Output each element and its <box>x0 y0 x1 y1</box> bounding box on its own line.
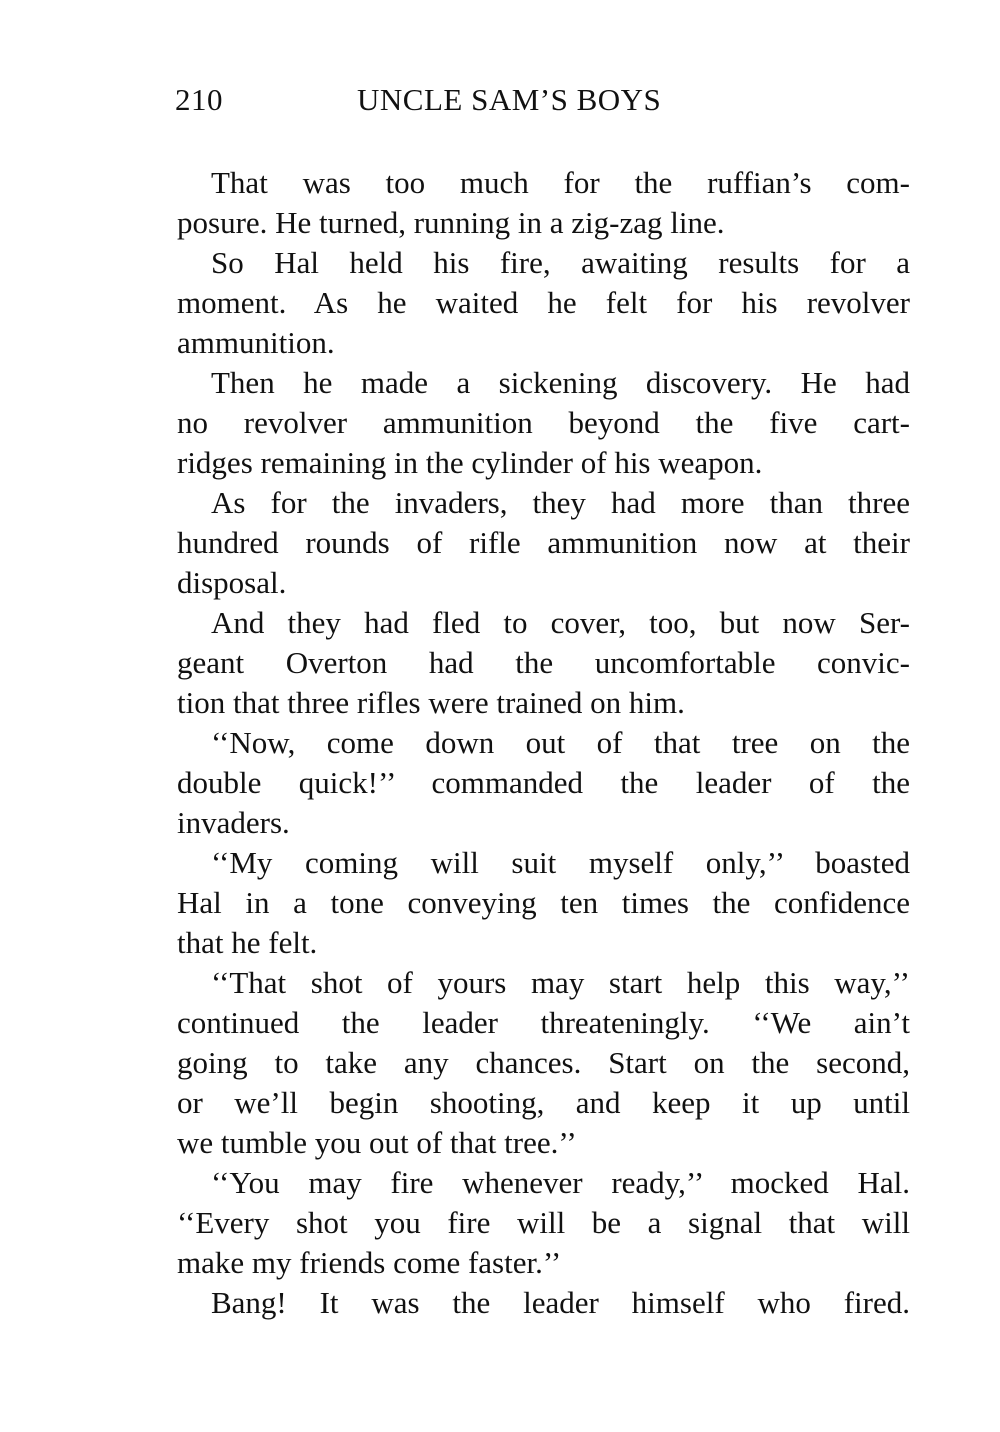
text-line: hundred rounds of rifle ammunition now at their <box>177 525 910 560</box>
text-line: invaders. <box>177 805 290 840</box>
text-line: Bang! It was the leader himself who fired. <box>211 1285 910 1320</box>
text-line: ‘‘You may fire whenever ready,’’ mocked Hal. <box>211 1165 910 1200</box>
text-line: Hal in a tone conveying ten times the confidence <box>177 885 910 920</box>
text-line: geant Overton had the uncomfortable convic- <box>177 645 910 680</box>
paragraph-1 <box>177 163 910 243</box>
text-line: that he felt. <box>177 925 318 960</box>
text-line: posure. He turned, running in a zig-zag line. <box>177 205 725 240</box>
text-line: ‘‘My coming will suit myself only,’’ boasted <box>211 845 910 880</box>
paragraph-4 <box>177 483 910 603</box>
text-line: ‘‘Now, come down out of that tree on the <box>211 725 910 760</box>
text-line: or we’ll begin shooting, and keep it up until <box>177 1085 910 1120</box>
paragraph-2 <box>177 243 910 363</box>
text-line: Then he made a sickening discovery. He had <box>211 365 910 400</box>
text-line: make my friends come faster.’’ <box>177 1245 562 1280</box>
text-line: ridges remaining in the cylinder of his weapon. <box>177 445 763 480</box>
text-line: That was too much for the ruffian’s com- <box>211 165 910 200</box>
page-number: 210 <box>175 82 223 117</box>
text-line: double quick!’’ commanded the leader of the <box>177 765 910 800</box>
text-line: ‘‘That shot of yours may start help this way,’’ <box>211 965 910 1000</box>
text-line: moment. As he waited he felt for his revolver <box>177 285 910 320</box>
text-line: As for the invaders, they had more than three <box>211 485 910 520</box>
text-line: disposal. <box>177 565 287 600</box>
text-line: no revolver ammunition beyond the five cart- <box>177 405 910 440</box>
paragraph-9 <box>177 1163 910 1283</box>
text-line: continued the leader threateningly. ‘‘We ain’t <box>177 1005 910 1040</box>
running-title: UNCLE SAM’S BOYS <box>357 82 662 117</box>
paragraph-7 <box>177 843 910 963</box>
running-head <box>175 82 735 122</box>
paragraph-5 <box>177 603 910 723</box>
text-line: So Hal held his fire, awaiting results for a <box>211 245 910 280</box>
text-line: And they had fled to cover, too, but now Ser- <box>211 605 910 640</box>
paragraph-10 <box>177 1283 910 1323</box>
text-line: tion that three rifles were trained on him. <box>177 685 685 720</box>
paragraph-8 <box>177 963 910 1163</box>
paragraph-3 <box>177 363 910 483</box>
text-line: we tumble you out of that tree.’’ <box>177 1125 577 1160</box>
paragraph-6 <box>177 723 910 843</box>
text-line: going to take any chances. Start on the second, <box>177 1045 910 1080</box>
text-line: ammunition. <box>177 325 335 360</box>
text-line: ‘‘Every shot you fire will be a signal that will <box>177 1205 910 1240</box>
body-text <box>177 163 910 1323</box>
